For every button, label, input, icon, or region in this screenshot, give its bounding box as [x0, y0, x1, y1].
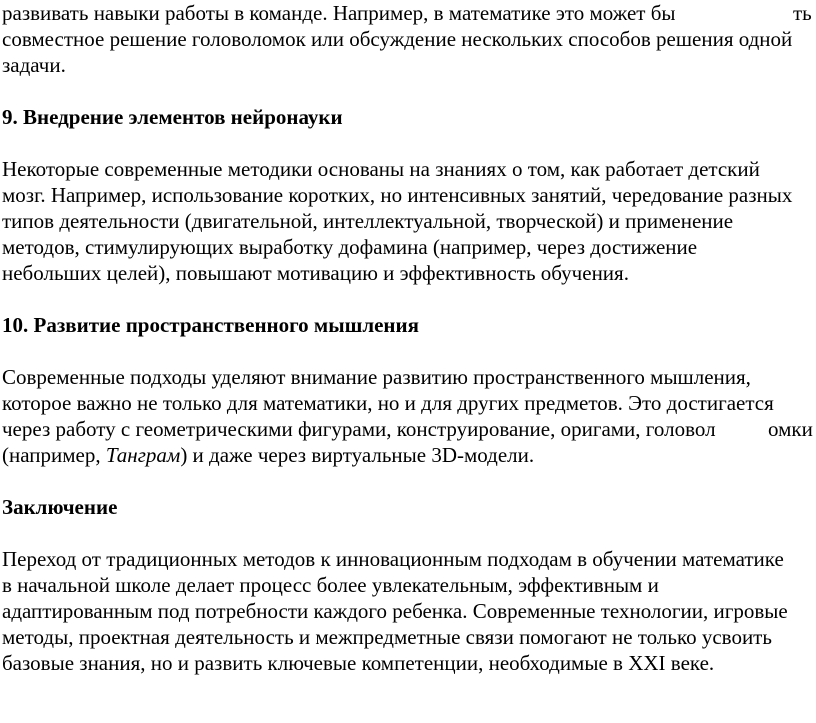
text-line	[2, 442, 816, 468]
text-line: совместное решение головоломок или обсуждение нескольких способов решения одной	[2, 27, 793, 51]
text-fragment: ) и даже через виртуальные 3D-модели.	[180, 443, 535, 467]
italic-term: Танграм	[105, 443, 181, 467]
section-paragraph	[2, 364, 816, 468]
text-fragment: ть	[793, 1, 812, 25]
paragraph-gap	[2, 468, 816, 494]
text-fragment: (например,	[2, 443, 106, 467]
section-heading: 9. Внедрение элементов нейронауки	[2, 105, 343, 129]
text-line: методов, стимулирующих выработку дофамина (например, через достижение	[2, 235, 698, 259]
text-line: мозг. Например, использование коротких, но интенсивных занятий, чередование разных	[2, 183, 793, 207]
paragraph-gap	[2, 286, 816, 312]
section-paragraph	[2, 156, 816, 286]
conclusion-paragraph	[2, 546, 816, 676]
text-line: методы, проектная деятельность и межпредметные связи помогают не только усвоить	[2, 625, 772, 649]
text-fragment: омки	[768, 417, 813, 441]
section-heading: Заключение	[2, 495, 118, 519]
paragraph-gap	[2, 520, 816, 546]
text-line	[2, 0, 816, 26]
paragraph-gap	[2, 338, 816, 364]
intro-paragraph	[2, 0, 816, 78]
text-line: в начальной школе делает процесс более увлекательным, эффективным и	[2, 573, 659, 597]
text-line: Некоторые современные методики основаны на знаниях о том, как работает детский	[2, 157, 760, 181]
document-page	[2, 0, 816, 676]
text-line: адаптированным под потребности каждого ребенка. Современные технологии, игровые	[2, 599, 788, 623]
section-heading: 10. Развитие пространственного мышления	[2, 313, 419, 337]
text-line: задачи.	[2, 53, 66, 77]
text-fragment: развивать навыки работы в команде. Например, в математике это может бы	[2, 1, 676, 25]
paragraph-gap	[2, 130, 816, 156]
text-line: небольших целей), повышают мотивацию и эффективность обучения.	[2, 261, 629, 285]
text-line: базовые знания, но и развить ключевые компетенции, необходимые в XXI веке.	[2, 651, 715, 675]
text-fragment: через работу с геометрическими фигурами, конструирование, оригами, головол	[2, 417, 716, 441]
paragraph-gap	[2, 78, 816, 104]
text-line: которое важно не только для математики, но и для других предметов. Это достигается	[2, 391, 774, 415]
text-line: типов деятельности (двигательной, интеллектуальной, творческой) и применение	[2, 209, 734, 233]
text-line: Современные подходы уделяют внимание развитию пространственного мышления,	[2, 365, 751, 389]
text-line: Переход от традиционных методов к инновационным подходам в обучении математике	[2, 547, 784, 571]
text-line	[2, 416, 816, 442]
